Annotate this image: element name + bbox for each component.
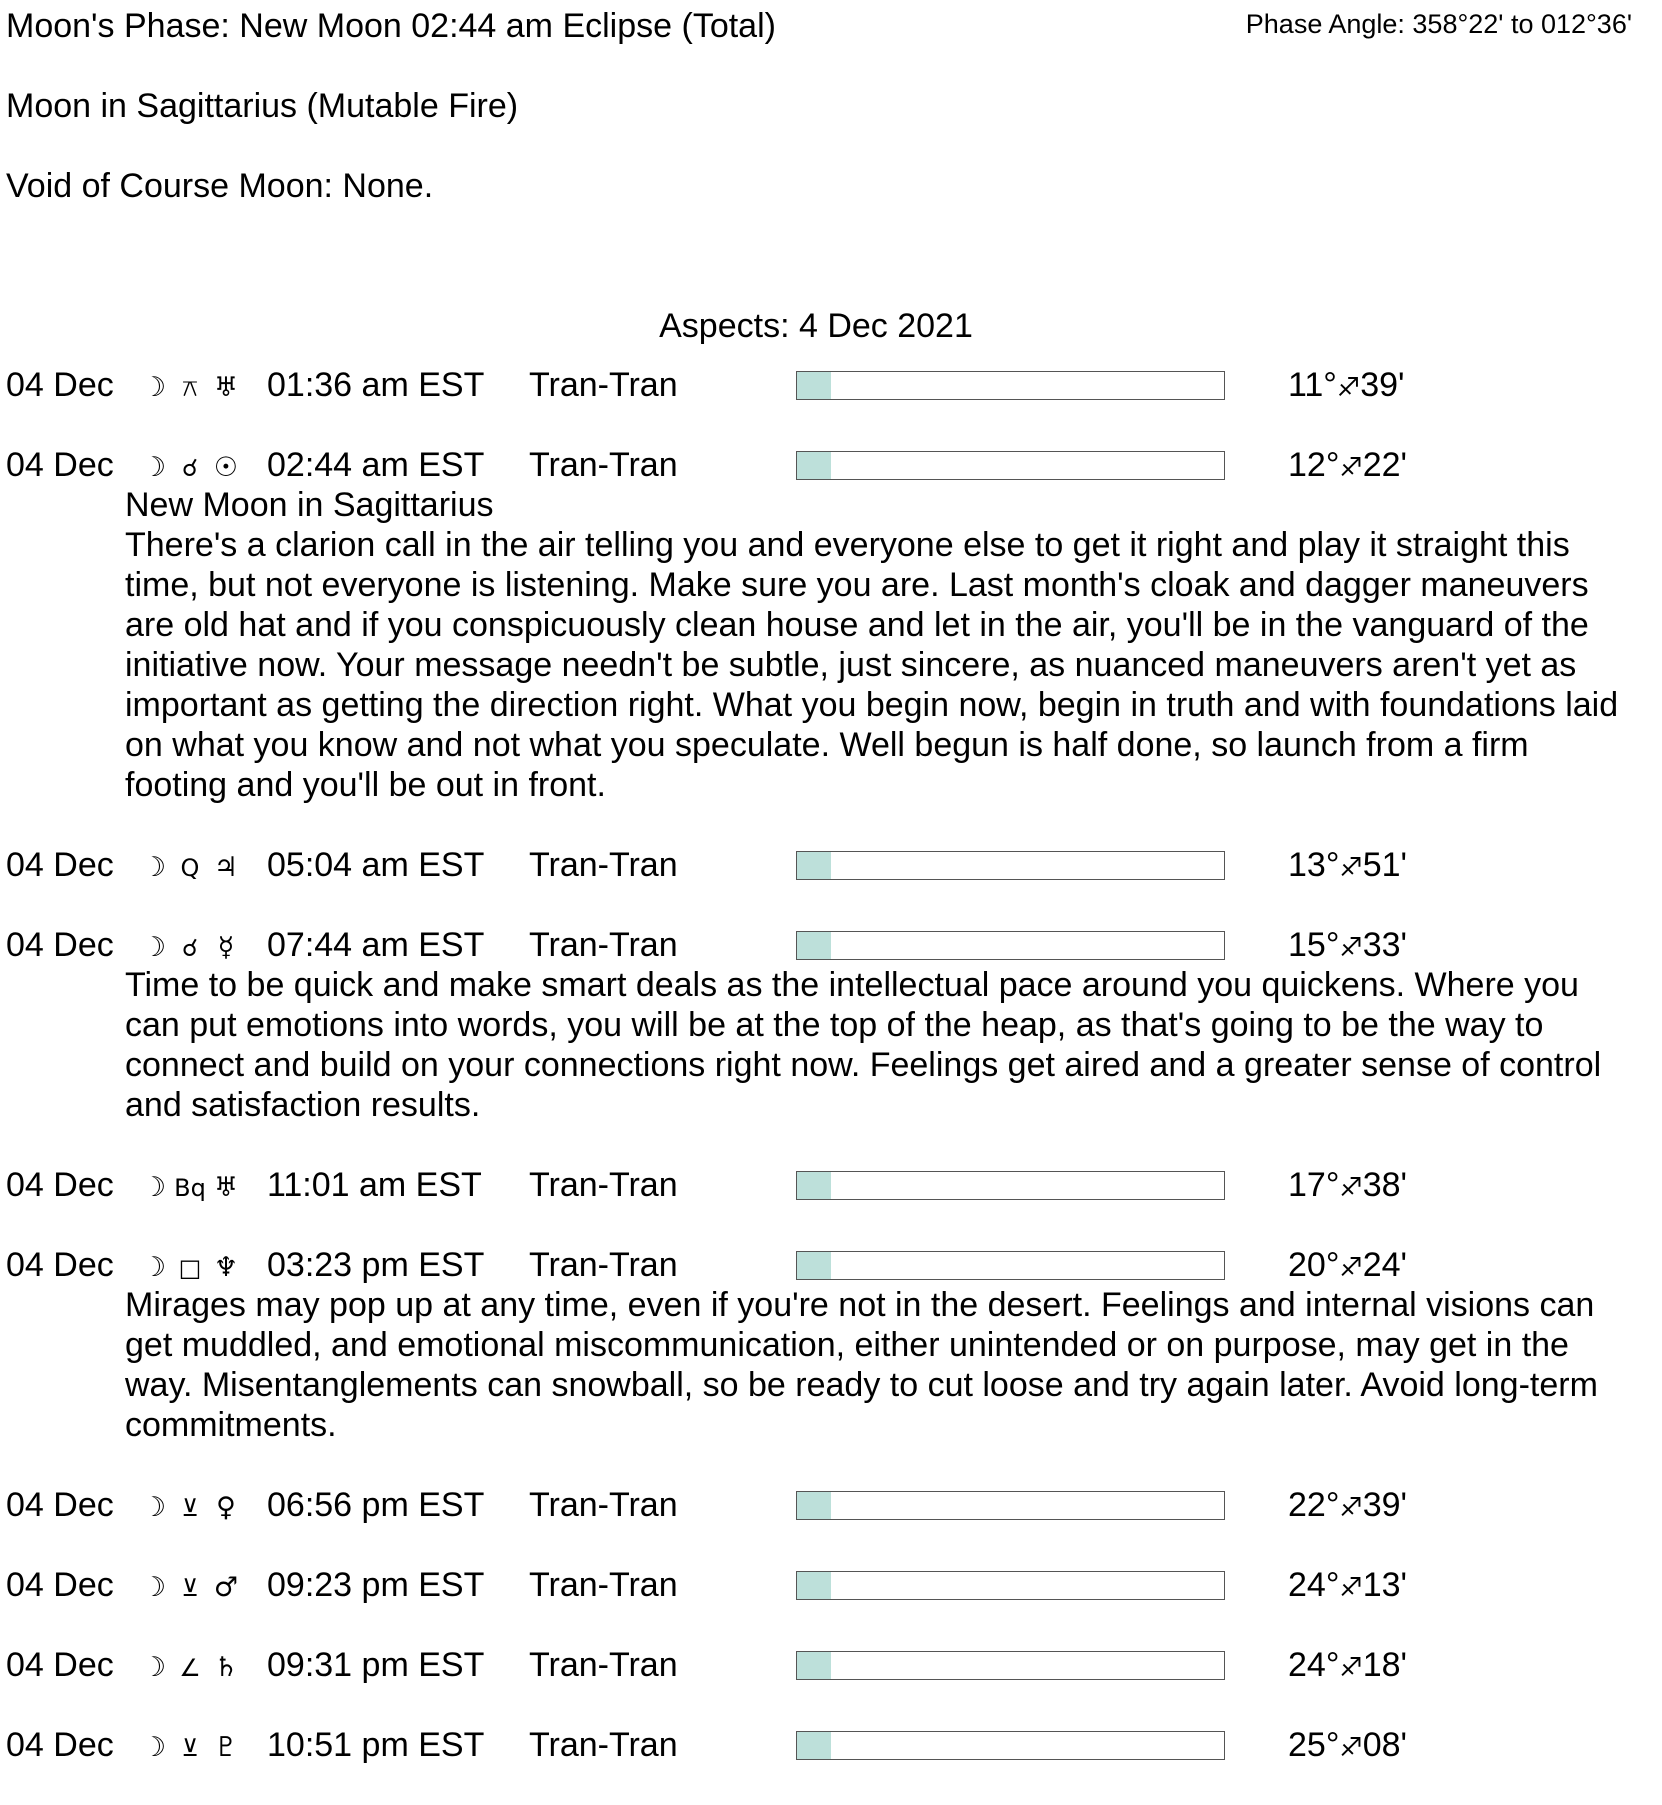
- aspect-description-text: Mirages may pop up at any time, even if you're not in the desert. Feelings and internal visions can get muddled, and emotional miscommunication, either unintended or on purpose, may get in the way. Misentanglements can snowball, so be ready to cut loose and try again later. Avoid long-term commitments.: [125, 1286, 1598, 1444]
- aspect-icon: ∠: [179, 1654, 201, 1682]
- aspect-position: [1288, 1725, 1407, 1768]
- moon-phase: Moon's Phase: New Moon 02:44 am Eclipse (Total): [6, 7, 776, 45]
- strength-bar: [796, 451, 1225, 480]
- aspect-row: [0, 445, 1662, 485]
- aspect-time: 01:36 am EST: [267, 366, 485, 404]
- aspect-glyphs: [136, 1245, 244, 1288]
- aspect-kind: Tran-Tran: [529, 1486, 678, 1524]
- position-minutes: 51': [1362, 846, 1408, 884]
- aspect-date: 04 Dec: [6, 1166, 114, 1204]
- position-minutes: 24': [1362, 1246, 1408, 1284]
- strength-bar-fill: [797, 372, 831, 399]
- strength-bar: [796, 1571, 1225, 1600]
- planet-icon: ♅: [213, 372, 239, 403]
- position-minutes: 33': [1362, 926, 1408, 964]
- aspect-position: [1288, 845, 1407, 888]
- aspect-icon: ⊻: [181, 1494, 199, 1522]
- planet-icon: ☉: [213, 452, 239, 483]
- aspect-entry: [0, 445, 1662, 845]
- aspect-entry: [0, 1645, 1662, 1725]
- spacer: [0, 1445, 1662, 1485]
- aspect-kind: Tran-Tran: [529, 1246, 678, 1284]
- planet-icon: ♄: [213, 1652, 239, 1683]
- aspect-date: 04 Dec: [6, 1246, 114, 1284]
- aspect-date: 04 Dec: [6, 1726, 114, 1764]
- aspect-glyphs: [136, 1565, 244, 1608]
- position-degrees: 13°: [1288, 846, 1340, 884]
- sagittarius-icon: ♐: [1339, 853, 1363, 883]
- aspect-position: [1288, 1565, 1407, 1608]
- aspect-time: 06:56 pm EST: [267, 1486, 485, 1524]
- aspect-icon: ⚻: [182, 374, 198, 402]
- moon-sign: Moon in Sagittarius (Mutable Fire): [6, 87, 519, 125]
- spacer: [0, 1685, 1662, 1725]
- moon-icon: ☽: [141, 1652, 167, 1683]
- aspect-time: 07:44 am EST: [267, 926, 485, 964]
- aspect-position: [1288, 1485, 1407, 1528]
- aspect-entry: [0, 365, 1662, 445]
- strength-bar: [796, 1251, 1225, 1280]
- aspect-glyphs: [136, 1165, 244, 1208]
- aspect-description: [125, 965, 1625, 1125]
- aspect-kind: Tran-Tran: [529, 926, 678, 964]
- sagittarius-icon: ♐: [1339, 1573, 1363, 1603]
- aspect-kind: Tran-Tran: [529, 1166, 678, 1204]
- aspect-icon: ⊻: [181, 1574, 199, 1602]
- aspect-icon: Bq: [174, 1174, 206, 1202]
- aspect-kind: Tran-Tran: [529, 1566, 678, 1604]
- aspect-entry: [0, 925, 1662, 1165]
- moon-icon: ☽: [141, 1172, 167, 1203]
- position-minutes: 39': [1362, 1486, 1408, 1524]
- strength-bar: [796, 1651, 1225, 1680]
- aspect-icon: ☌: [181, 934, 199, 962]
- aspect-kind: Tran-Tran: [529, 366, 678, 404]
- aspect-entry: [0, 1485, 1662, 1565]
- aspect-time: 11:01 am EST: [267, 1166, 482, 1204]
- sagittarius-icon: ♐: [1339, 933, 1363, 963]
- position-degrees: 15°: [1288, 926, 1340, 964]
- sagittarius-icon: ♐: [1339, 1733, 1363, 1763]
- moon-icon: ☽: [141, 1492, 167, 1523]
- planet-icon: ♀: [216, 1492, 236, 1523]
- aspect-position: [1288, 1245, 1407, 1288]
- aspect-time: 09:23 pm EST: [267, 1566, 485, 1604]
- aspect-time: 05:04 am EST: [267, 846, 485, 884]
- position-degrees: 24°: [1288, 1646, 1340, 1684]
- aspect-time: 10:51 pm EST: [267, 1726, 485, 1764]
- aspect-description: [125, 485, 1625, 805]
- moon-icon: ☽: [141, 932, 167, 963]
- moon-icon: ☽: [141, 372, 167, 403]
- aspect-glyphs: [136, 845, 244, 888]
- spacer: [0, 1765, 1662, 1805]
- aspect-icon: ⊻: [181, 1734, 199, 1762]
- aspect-entry: [0, 1565, 1662, 1645]
- aspect-entry: [0, 1165, 1662, 1245]
- position-minutes: 38': [1362, 1166, 1408, 1204]
- position-degrees: 11°: [1288, 366, 1337, 404]
- aspect-list: [0, 365, 1662, 1805]
- moon-icon: ☽: [141, 1252, 167, 1283]
- aspect-kind: Tran-Tran: [529, 1646, 678, 1684]
- aspect-position: [1288, 1165, 1407, 1208]
- sagittarius-icon: ♐: [1336, 373, 1361, 403]
- aspect-kind: Tran-Tran: [529, 846, 678, 884]
- aspect-glyphs: [136, 445, 244, 488]
- planet-icon: ♅: [213, 1172, 239, 1203]
- moon-icon: ☽: [141, 452, 167, 483]
- aspect-kind: Tran-Tran: [529, 1726, 678, 1764]
- aspect-time: 02:44 am EST: [267, 446, 485, 484]
- strength-bar: [796, 851, 1225, 880]
- void-of-course: Void of Course Moon: None.: [6, 167, 434, 205]
- strength-bar: [796, 931, 1225, 960]
- strength-bar-fill: [797, 1652, 831, 1679]
- aspects-title: Aspects: 4 Dec 2021: [659, 307, 973, 345]
- aspect-glyphs: [136, 365, 244, 408]
- strength-bar-fill: [797, 452, 831, 479]
- aspect-row: [0, 1165, 1662, 1205]
- aspect-position: [1288, 1645, 1407, 1688]
- spacer: [0, 1205, 1662, 1245]
- aspect-position: [1288, 925, 1407, 968]
- aspect-row: [0, 1245, 1662, 1285]
- aspect-description-text: There's a clarion call in the air telling you and everyone else to get it right and play it straight this time, but not everyone is listening. Make sure you are. Last month's cloak and dagger maneuvers are old hat and if you conspicuously clean house and let in the air, you'll be in the vanguard of the initiative now. Your message needn't be subtle, just sincere, as nuanced maneuvers aren't yet as important as getting the direction right. What you begin now, begin in truth and with foundations laid on what you know and not what you speculate. Well begun is half done, so launch from a firm footing and you'll be out in front.: [125, 526, 1619, 804]
- position-degrees: 22°: [1288, 1486, 1340, 1524]
- moon-icon: ☽: [141, 852, 167, 883]
- position-degrees: 12°: [1288, 446, 1340, 484]
- aspect-row: [0, 1645, 1662, 1685]
- aspect-date: 04 Dec: [6, 1566, 114, 1604]
- aspect-row: [0, 1565, 1662, 1605]
- position-minutes: 18': [1362, 1646, 1408, 1684]
- planet-icon: ♇: [213, 1732, 239, 1763]
- position-degrees: 25°: [1288, 1726, 1340, 1764]
- aspect-date: 04 Dec: [6, 446, 114, 484]
- aspect-glyphs: [136, 925, 244, 968]
- sagittarius-icon: ♐: [1339, 1253, 1363, 1283]
- aspect-time: 03:23 pm EST: [267, 1246, 485, 1284]
- aspect-position: [1288, 445, 1407, 488]
- planet-icon: ☿: [217, 932, 235, 963]
- aspect-date: 04 Dec: [6, 1486, 114, 1524]
- aspect-icon: ☌: [181, 454, 199, 482]
- spacer: [0, 1605, 1662, 1645]
- strength-bar-fill: [797, 1492, 831, 1519]
- sagittarius-icon: ♐: [1339, 1493, 1363, 1523]
- aspect-description-text: Time to be quick and make smart deals as the intellectual pace around you quickens. Where you can put emotions into words, you will be at the top of the heap, as that's going to be the way to connect and build on your connections right now. Feelings get aired and a greater sense of control and satisfaction results.: [125, 966, 1602, 1124]
- position-minutes: 22': [1362, 446, 1408, 484]
- aspect-row: [0, 925, 1662, 965]
- position-minutes: 39': [1360, 366, 1405, 404]
- strength-bar: [796, 371, 1225, 400]
- aspect-date: 04 Dec: [6, 366, 114, 404]
- aspect-glyphs: [136, 1485, 244, 1528]
- position-minutes: 13': [1362, 1566, 1408, 1604]
- aspect-row: [0, 1725, 1662, 1765]
- spacer: [0, 885, 1662, 925]
- sagittarius-icon: ♐: [1339, 1653, 1363, 1683]
- spacer: [0, 1525, 1662, 1565]
- spacer: [0, 405, 1662, 445]
- phase-angle: Phase Angle: 358°22' to 012°36': [1245, 9, 1632, 39]
- aspect-description-title: New Moon in Sagittarius: [125, 486, 494, 524]
- strength-bar-fill: [797, 1172, 831, 1199]
- aspect-description: [125, 1285, 1625, 1445]
- aspect-position: [1288, 365, 1405, 408]
- aspect-entry: [0, 1725, 1662, 1805]
- strength-bar: [796, 1731, 1225, 1760]
- aspect-row: [0, 1485, 1662, 1525]
- strength-bar-fill: [797, 932, 831, 959]
- moon-icon: ☽: [141, 1572, 167, 1603]
- strength-bar: [796, 1171, 1225, 1200]
- strength-bar-fill: [797, 852, 831, 879]
- spacer: [0, 805, 1662, 845]
- strength-bar-fill: [797, 1572, 831, 1599]
- strength-bar-fill: [797, 1732, 831, 1759]
- aspect-row: [0, 845, 1662, 885]
- sagittarius-icon: ♐: [1339, 1173, 1363, 1203]
- aspect-date: 04 Dec: [6, 1646, 114, 1684]
- position-degrees: 24°: [1288, 1566, 1340, 1604]
- aspect-date: 04 Dec: [6, 926, 114, 964]
- aspect-time: 09:31 pm EST: [267, 1646, 485, 1684]
- aspect-date: 04 Dec: [6, 846, 114, 884]
- planet-icon: ♂: [213, 1572, 239, 1603]
- aspect-kind: Tran-Tran: [529, 446, 678, 484]
- strength-bar-fill: [797, 1252, 831, 1279]
- planet-icon: ♃: [213, 852, 239, 883]
- aspect-glyphs: [136, 1725, 244, 1768]
- position-degrees: 20°: [1288, 1246, 1340, 1284]
- aspect-entry: [0, 845, 1662, 925]
- moon-icon: ☽: [141, 1732, 167, 1763]
- aspect-entry: [0, 1245, 1662, 1485]
- planet-icon: ♆: [213, 1252, 239, 1283]
- aspect-glyphs: [136, 1645, 244, 1688]
- aspect-row: [0, 365, 1662, 405]
- position-degrees: 17°: [1288, 1166, 1340, 1204]
- strength-bar: [796, 1491, 1225, 1520]
- sagittarius-icon: ♐: [1339, 453, 1363, 483]
- spacer: [0, 1125, 1662, 1165]
- aspect-icon: □: [178, 1254, 202, 1282]
- aspect-icon: Q: [180, 854, 200, 882]
- position-minutes: 08': [1362, 1726, 1408, 1764]
